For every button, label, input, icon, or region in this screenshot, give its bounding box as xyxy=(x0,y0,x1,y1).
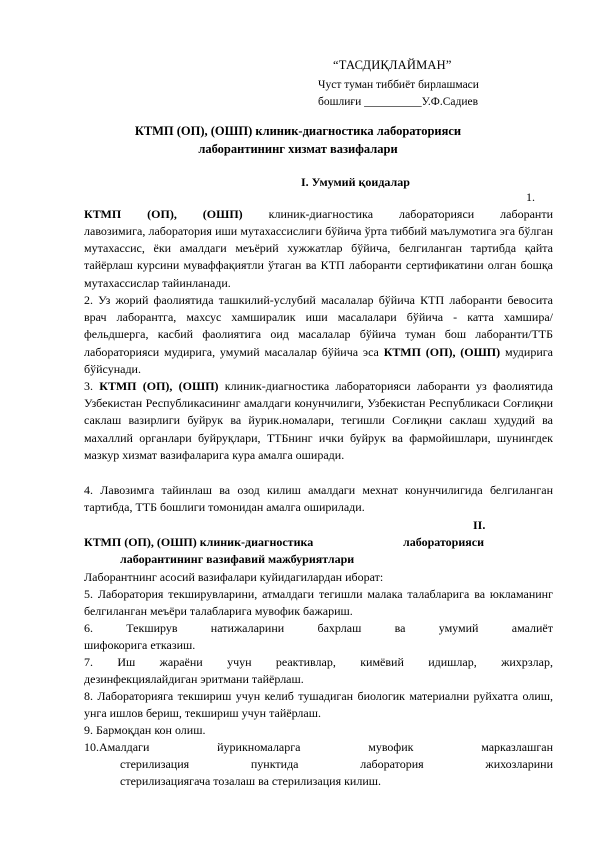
paragraph-3-text: клиник-диагностика лабораторияси лаборанти уз фаолиятида Узбекистан Республикасининг амалдаги конунчилиги, Узбекистан Республикаси Соғлиқни саклаш вазирлиги буйрук ва йурик.номалари, тегишли Соғлиқни саклаш худудий ва махаллий органлари буйруқлари, ТТБнинг ички буйрук ва фармойишлари, шунингдек мазкур хизмат вазифаларига кура амалга оширади. xyxy=(84,379,553,462)
item-7-line-2: дезинфекциялайдиган эритмани тайёрлаш. xyxy=(84,672,304,686)
item-6-line-2: шифокорига етказиш. xyxy=(84,638,196,652)
item-8: 8. Лабораторияга текшириш учун келиб тушадиган биологик материални руйхатга олиш, унга ишлов бериш, текшириш учун тайёрлаш. xyxy=(84,689,553,721)
item-5: 5. Лаборатория текширувларини, атмалдаги тегишли малака талабларига ва юкламанинг белгиланган меъёри талабларига мувофик бажариш. xyxy=(84,587,553,619)
paragraph-2 xyxy=(84,292,553,378)
item-10-line-3: стерилизациягача тозалаш ва стерилизация килиш. xyxy=(120,774,381,788)
paragraph-1-line-1-rest: клиник-диагностика лабораторияси лаборанти xyxy=(268,207,554,221)
section-2-intro: Лаборантнинг асосий вазифалари куйидагилардан иборат: xyxy=(84,570,384,584)
paragraph-3 xyxy=(84,378,553,464)
paragraph-1-body: лавозимига, лаборатория иши мутахассислиги бўйича ўрта тиббий маълумотига эга бўлган мутахассис, ёки амалдаги меъёрий хужжатлар бўйича, белгиланган тартибда қайта тайёрлаш курсини муваффақиятли ўтаган ва КТП лаборанти сертификатини олган бошқа мутахассислар тайинланади. xyxy=(84,224,553,290)
paragraph-1-lead: КТМП (ОП), (ОШП) xyxy=(84,207,243,221)
paragraph-1-line-1 xyxy=(84,206,553,223)
approval-line-2: бошлиғи __________У.Ф.Садиев xyxy=(318,96,479,108)
paragraph-3-number: 3. xyxy=(84,379,100,393)
paragraph-2-text: 2. Уз жорий фаолиятида ташкилий-услубий масалалар бўйича КТП лаборанти бевосита врач лаборантга, махсус хамширалик иши масалалари бўйича - катта хамшира/фельдшерга, касбий фаолиятига оид масалалар бўйича туман бош лаборанти/ТТБ лабораторияси мудирига, умумий масалалар бўйича эса xyxy=(84,293,553,359)
approval-title: “ТАСДИҚЛАЙМАН” xyxy=(333,58,452,72)
paragraph-2-end: мудирига бўйсунади. xyxy=(84,344,553,376)
approval-line-1: Чуст туман тиббиёт бирлашмаси xyxy=(318,79,479,91)
item-7-line-1: 7. Иш жараёни учун реактивлар, кимёвий идишлар, жихрзлар, xyxy=(84,655,553,669)
document-title-line-1: КТМП (ОП), (ОШП) клиник-диагностика лабораторияси xyxy=(134,124,462,138)
paragraph-2-bold: КТМП (ОП), (ОШП) xyxy=(383,344,501,359)
section-2-heading-line-1a: КТМП (ОП), (ОШП) клиник-диагностика xyxy=(84,535,314,549)
paragraph-4: 4. Лавозимга тайинлаш ва озод килиш амалдаги мехнат конунчилигида белгиланган тартибда, ТТБ бошлиги томонидан амалга оширилади. xyxy=(84,483,553,515)
section-2-number: II. xyxy=(473,518,486,532)
section-2-heading-line-2: лаборантининг вазифавий мажбуриятлари xyxy=(120,552,355,566)
item-6-line-1: 6. Текширув натижаларини бахрлаш ва умумий амалиёт xyxy=(84,621,553,635)
item-9: 9. Бармоқдан кон олиш. xyxy=(84,723,206,737)
item-10-line-2: стерилизация пунктида лаборатория жихозларини xyxy=(120,757,553,771)
item-1-number: 1. xyxy=(526,190,535,204)
section-1-heading: I. Умумий қоидалар xyxy=(301,175,410,189)
item-10-line-1: 10.Амалдаги йурикномаларга мувофик марказлашган xyxy=(84,740,553,754)
document-title-line-2: лаборантининг хизмат вазифалари xyxy=(198,142,398,156)
section-2-heading-line-1b: лабораторияси xyxy=(403,535,484,549)
paragraph-3-bold: КТМП (ОП), (ОШП) xyxy=(99,379,219,393)
